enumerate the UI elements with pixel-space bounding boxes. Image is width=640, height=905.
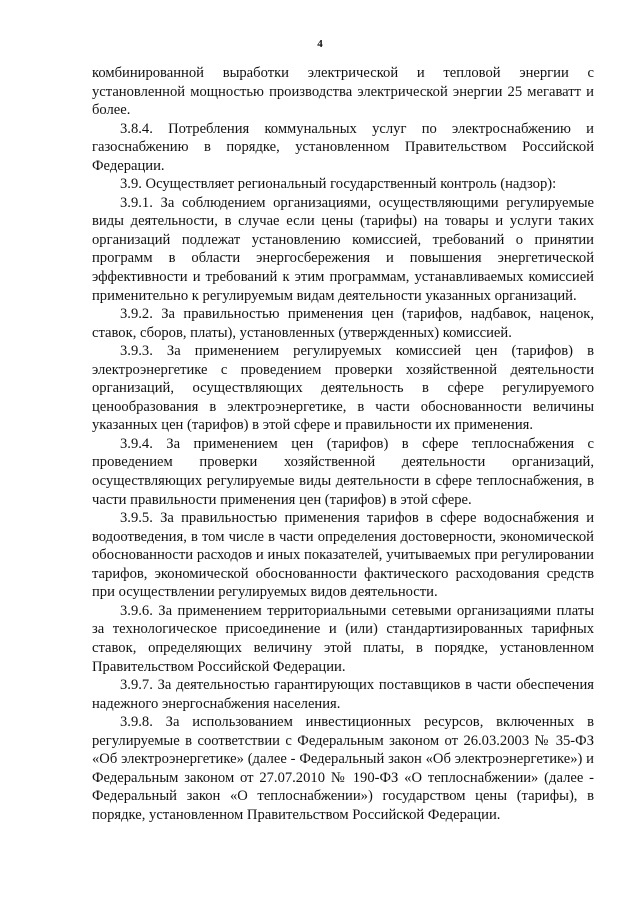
paragraph-3-9-3: 3.9.3. За применением регулируемых комиссией цен (тарифов) в электроэнергетике с проведением проверки хозяйственной деятельности организаций, осуществляющих деятельность в сфере регулируемого ценообразования в электроэнергетике, в части обоснованности величины указанных цен (тарифов) в этой сфере и правильности их применения.: [92, 343, 594, 434]
paragraph-3-9: 3.9. Осуществляет региональный государственный контроль (надзор):: [120, 176, 557, 193]
paragraph-3-9-6: 3.9.6. За применением территориальными сетевыми организациями платы за технологическое присоединение и (или) стандартизированных тарифных ставок, определяющих величину этой платы, в порядке, установленном Правительством Российской Федерации.: [92, 602, 594, 675]
paragraph-continuation: комбинированной выработки электрической и тепловой энергии с установленной мощностью производства электрической энергии 25 мегаватт и более.: [92, 65, 594, 119]
page-number: 4: [317, 38, 323, 50]
paragraph-3-9-4: 3.9.4. За применением цен (тарифов) в сфере теплоснабжения с проведением проверки хозяйственной деятельности организаций, осуществляющих регулируемые виды деятельности в сфере теплоснабжения, в части правильности применения цен (тарифов) в этой сфере.: [92, 435, 594, 508]
document-body: [92, 64, 594, 824]
paragraph-3-9-8: 3.9.8. За использованием инвестиционных ресурсов, включенных в регулируемые в соответствии с Федеральным законом от 26.03.2003 № 35-ФЗ «Об электроэнергетике» (далее - Федеральный закон «Об электроэнергетике») и Федеральным законом от 27.07.2010 № 190-ФЗ «О теплоснабжении» (далее - Федеральный закон «О теплоснабжении») государством цены (тарифы), в порядке, установленном Правительством Российской Федерации.: [92, 714, 594, 823]
paragraph-3-9-5: 3.9.5. За правильностью применения тарифов в сфере водоснабжения и водоотведения, в том числе в части определения достоверности, экономической обоснованности расходов и иных показателей, учитываемых при регулировании тарифов, экономической обоснованности фактического расходования средств при осуществлении регулируемых видов деятельности.: [92, 510, 594, 601]
paragraph-3-8-4: 3.8.4. Потребления коммунальных услуг по электроснабжению и газоснабжению в порядке, установленном Правительством Российской Федерации.: [92, 120, 594, 174]
paragraph-3-9-2: 3.9.2. За правильностью применения цен (тарифов, надбавок, наценок, ставок, сборов, платы), установленных (утвержденных) комиссией.: [92, 306, 594, 341]
paragraph-3-9-7: 3.9.7. За деятельностью гарантирующих поставщиков в части обеспечения надежного энергоснабжения населения.: [92, 677, 594, 712]
paragraph-3-9-1: 3.9.1. За соблюдением организациями, осуществляющими регулируемые виды деятельности, в случае если цены (тарифы) на товары и услуги таких организаций подлежат установлению комиссией, требований о принятии программ в области энергосбережения и повышения энергетической эффективности и требований к этим программам, устанавливаемых комиссией применительно к регулируемым видам деятельности указанных организаций.: [92, 194, 594, 304]
